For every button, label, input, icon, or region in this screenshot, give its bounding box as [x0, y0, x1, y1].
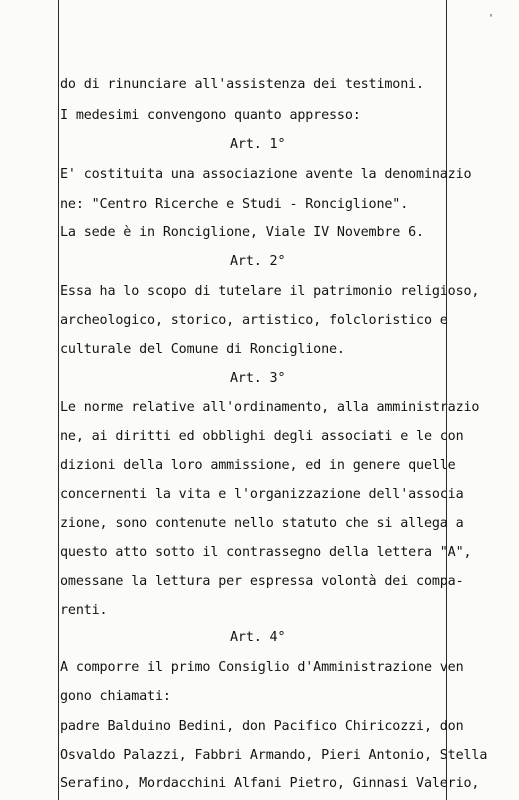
text-line: questo atto sotto il contrassegno della lettera "A", [60, 545, 472, 560]
article-heading: Art. 3° [230, 371, 286, 386]
text-line: do di rinunciare all'assistenza dei testimoni. [60, 77, 424, 92]
text-line: Essa ha lo scopo di tutelare il patrimonio religioso, [60, 284, 480, 299]
text-line: zione, sono contenute nello statuto che si allega a [60, 516, 464, 531]
text-line: ne, ai diritti ed obblighi degli associati e le con [60, 429, 464, 444]
article-heading: Art. 4° [230, 630, 286, 645]
text-line: Le norme relative all'ordinamento, alla amministrazio [60, 400, 480, 415]
text-line: La sede è in Ronciglione, Viale IV Novembre 6. [60, 225, 424, 240]
article-heading: Art. 2° [230, 254, 286, 269]
text-line: omessane la lettura per espressa volontà dei compa- [60, 574, 464, 589]
text-line: culturale del Comune di Ronciglione. [60, 342, 345, 357]
left-margin-line [58, 0, 59, 800]
article-heading: Art. 1° [230, 137, 286, 152]
text-line: padre Balduino Bedini, don Pacifico Chiricozzi, don [60, 719, 464, 734]
text-line: I medesimi convengono quanto appresso: [60, 108, 361, 123]
text-line: gono chiamati: [60, 689, 171, 704]
text-line: archeologico, storico, artistico, folcloristico e [60, 313, 448, 328]
text-line: A comporre il primo Consiglio d'Amministrazione ven [60, 660, 464, 675]
text-line: renti. [60, 603, 108, 618]
text-line: concernenti la vita e l'organizzazione dell'associa [60, 487, 464, 502]
corner-mark: ' [488, 13, 495, 24]
text-line: Serafino, Mordacchini Alfani Pietro, Ginnasi Valerio, [60, 776, 480, 791]
text-line: E' costituita una associazione avente la denominazio [60, 167, 472, 182]
text-line: Osvaldo Palazzi, Fabbri Armando, Pieri Antonio, Stella [60, 748, 488, 763]
text-line: dizioni della loro ammissione, ed in genere quelle [60, 458, 456, 473]
text-line: ne: "Centro Ricerche e Studi - Ronciglione". [60, 197, 409, 212]
